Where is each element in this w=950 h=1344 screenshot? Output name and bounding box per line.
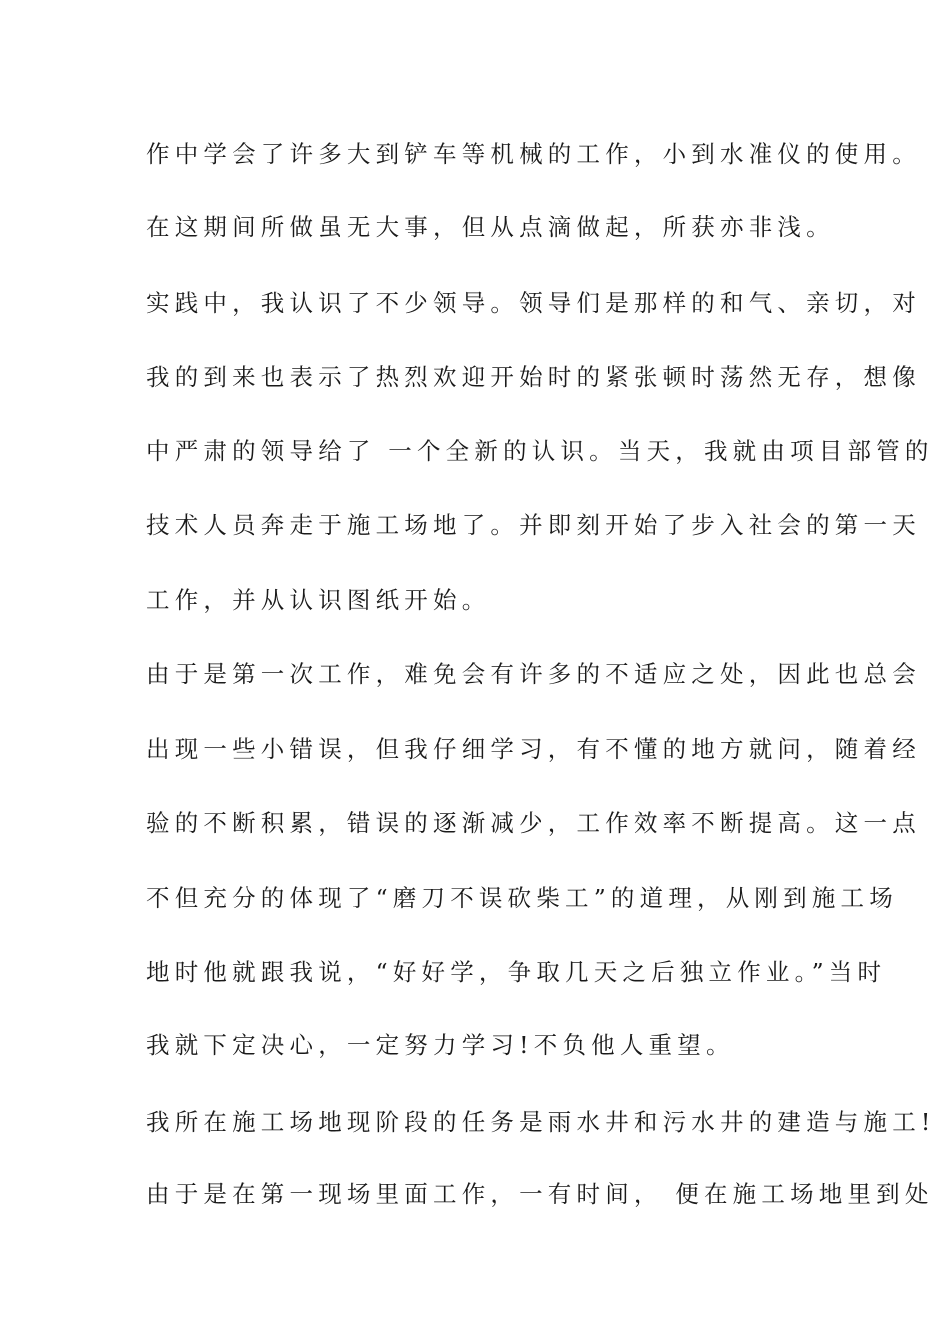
text-line: 我的到来也表示了热烈欢迎开始时的紧张顿时荡然无存，想像	[146, 363, 921, 391]
text-line: 我就下定决心，一定努力学习!不负他人重望。	[146, 1031, 735, 1059]
text-line: 在这期间所做虽无大事，但从点滴做起，所获亦非浅。	[146, 213, 835, 241]
text-line: 地时他就跟我说，“好好学，争取几天之后独立作业。”当时	[146, 958, 887, 986]
text-line: 作中学会了许多大到铲车等机械的工作，小到水准仪的使用。	[146, 140, 921, 168]
text-line: 技术人员奔走于施工场地了。并即刻开始了步入社会的第一天	[146, 511, 921, 539]
text-line: 由于是第一次工作，难免会有许多的不适应之处，因此也总会	[146, 660, 921, 688]
text-line: 中严肃的领导给了 一个全新的认识。当天，我就由项目部管的	[146, 437, 934, 465]
text-line: 不但充分的体现了“磨刀不误砍柴工”的道理，从刚到施工场	[146, 884, 898, 912]
text-line: 验的不断积累，错误的逐渐减少，工作效率不断提高。这一点	[146, 809, 921, 837]
text-line: 由于是在第一现场里面工作，一有时间， 便在施工场地里到处	[146, 1180, 934, 1208]
text-line: 我所在施工场地现阶段的任务是雨水井和污水井的建造与施工!	[146, 1108, 936, 1136]
text-line: 实践中，我认识了不少领导。领导们是那样的和气、亲切，对	[146, 289, 921, 317]
text-line: 出现一些小错误，但我仔细学习，有不懂的地方就问，随着经	[146, 735, 921, 763]
text-line: 工作，并从认识图纸开始。	[146, 586, 491, 614]
